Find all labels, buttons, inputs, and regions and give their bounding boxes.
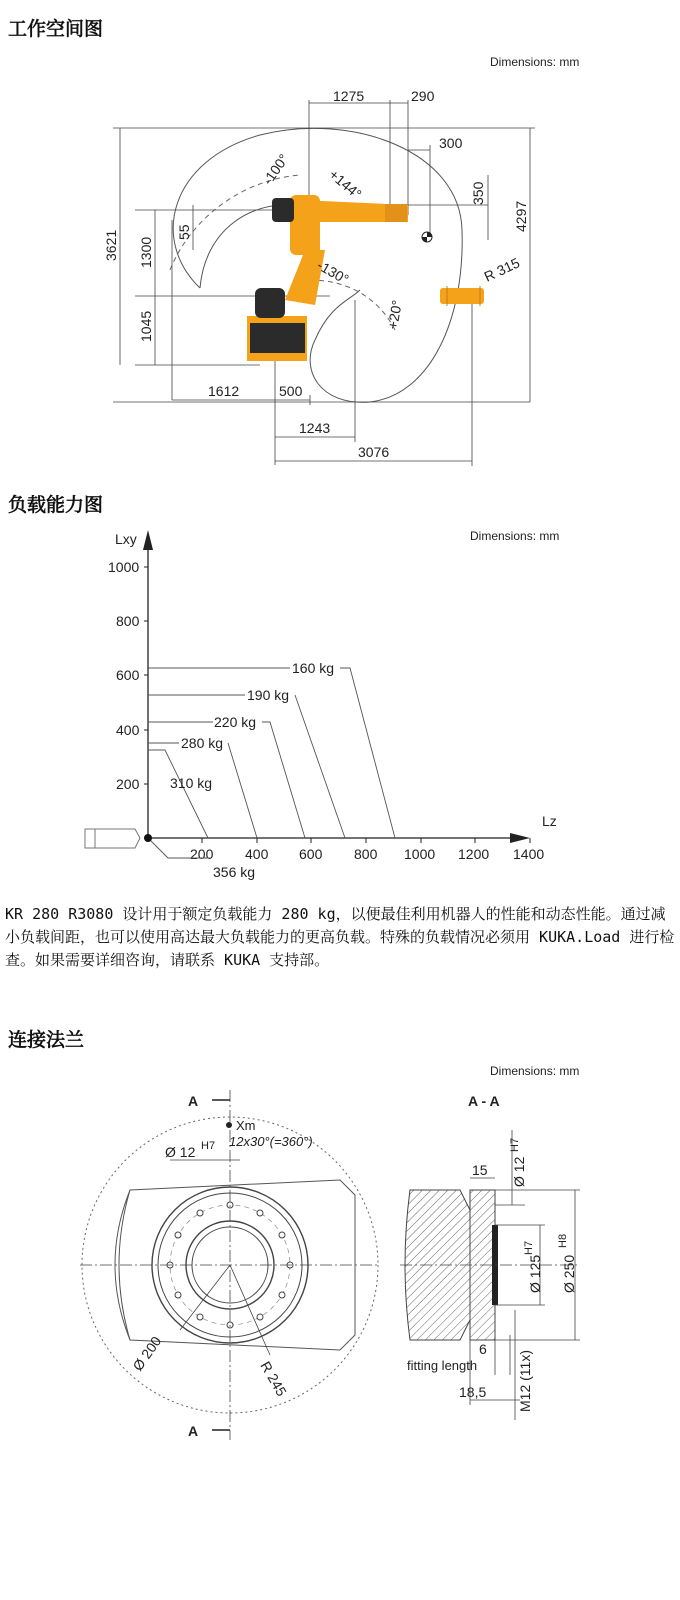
payload-figure (0, 520, 680, 890)
flange-units: Dimensions: mm (490, 1064, 580, 1078)
dim-d250-h8: H8 (557, 1233, 569, 1248)
dim-d12-side: Ø 12 (511, 1156, 527, 1187)
label-280kg: 280 kg (181, 735, 224, 751)
dim-18-5: 18,5 (459, 1384, 487, 1400)
label-m12: M12 (11x) (517, 1350, 533, 1412)
dim-d125-h7: H7 (523, 1240, 535, 1255)
dim-d250: Ø 250 (561, 1254, 577, 1293)
dim-r315: R 315 (481, 254, 523, 285)
dim-d12-side-h7: H7 (509, 1137, 521, 1152)
y-tick-800: 800 (116, 613, 140, 629)
label-d12-h7: H7 (201, 1140, 216, 1152)
x-axis-label: Lz (542, 813, 557, 829)
angle-pos144: +144° (326, 166, 365, 203)
dim-15: 15 (472, 1162, 488, 1178)
section-a-top: A (188, 1093, 199, 1109)
section-aa-title: A - A (468, 1093, 500, 1109)
angle-neg100: -100° (259, 150, 292, 188)
workspace-figure (0, 45, 680, 475)
dim-500: 500 (279, 383, 303, 399)
label-d200: Ø 200 (129, 1333, 165, 1374)
workspace-title: 工作空间图 (8, 18, 104, 40)
label-fitting-length: fitting length (407, 1358, 478, 1373)
dim-290: 290 (411, 88, 435, 104)
label-angles: 12x30°(=360°) (229, 1134, 313, 1149)
dim-3621: 3621 (103, 229, 119, 261)
workspace-dashed-arc (170, 175, 300, 270)
workspace-units: Dimensions: mm (490, 55, 580, 69)
x-tick-400: 400 (245, 846, 269, 862)
y-tick-200: 200 (116, 776, 140, 792)
y-tick-400: 400 (116, 722, 140, 738)
dim-1612: 1612 (208, 383, 240, 399)
label-xm: Xm (236, 1118, 256, 1133)
description-text: KR 280 R3080 设计用于额定负载能力 280 kg，以便最佳利用机器人的性能和动态性能。通过减小负载间距，也可以使用高达最大负载能力的更高负载。特殊的负载情况必须用 KUKA.Load 进行检查。如果需要详细咨询，请联系 KUKA 支持部。 (5, 905, 675, 969)
payload-title: 负载能力图 (8, 494, 104, 516)
label-d12: Ø 12 (165, 1144, 196, 1160)
dim-350: 350 (470, 181, 486, 205)
flange-sketch (85, 829, 140, 848)
dim-300: 300 (439, 135, 463, 151)
section-a-bottom: A (188, 1423, 199, 1439)
curve-310kg (148, 750, 208, 838)
angle-pos20: +20° (384, 298, 406, 331)
label-310kg: 310 kg (170, 775, 213, 791)
label-r245: R 245 (257, 1358, 290, 1399)
y-tick-600: 600 (116, 667, 140, 683)
dim-1243: 1243 (299, 420, 331, 436)
dim-6: 6 (479, 1341, 487, 1357)
x-tick-1200: 1200 (458, 846, 490, 862)
dim-3076: 3076 (358, 444, 390, 460)
x-tick-1400: 1400 (513, 846, 545, 862)
dim-1045: 1045 (138, 310, 154, 342)
x-tick-600: 600 (299, 846, 323, 862)
dim-1300: 1300 (138, 236, 154, 268)
flange-title: 连接法兰 (8, 1029, 85, 1051)
dim-4297: 4297 (513, 200, 529, 232)
label-356kg: 356 kg (213, 864, 256, 880)
workspace-dashed-arc-2 (310, 280, 395, 330)
label-220kg: 220 kg (214, 714, 257, 730)
robot-illustration (247, 195, 484, 361)
y-tick-1000: 1000 (108, 559, 140, 575)
angle-neg130: -130° (314, 256, 352, 288)
label-190kg: 190 kg (247, 687, 290, 703)
dim-1275: 1275 (333, 88, 365, 104)
dim-d125: Ø 125 (527, 1254, 543, 1293)
flange-figure (0, 1055, 680, 1455)
payload-units: Dimensions: mm (470, 529, 560, 543)
x-tick-1000: 1000 (404, 846, 436, 862)
y-axis-label: Lxy (115, 531, 137, 547)
x-tick-200: 200 (190, 846, 214, 862)
dim-55: 55 (176, 224, 192, 240)
label-160kg: 160 kg (292, 660, 335, 676)
x-tick-800: 800 (354, 846, 378, 862)
